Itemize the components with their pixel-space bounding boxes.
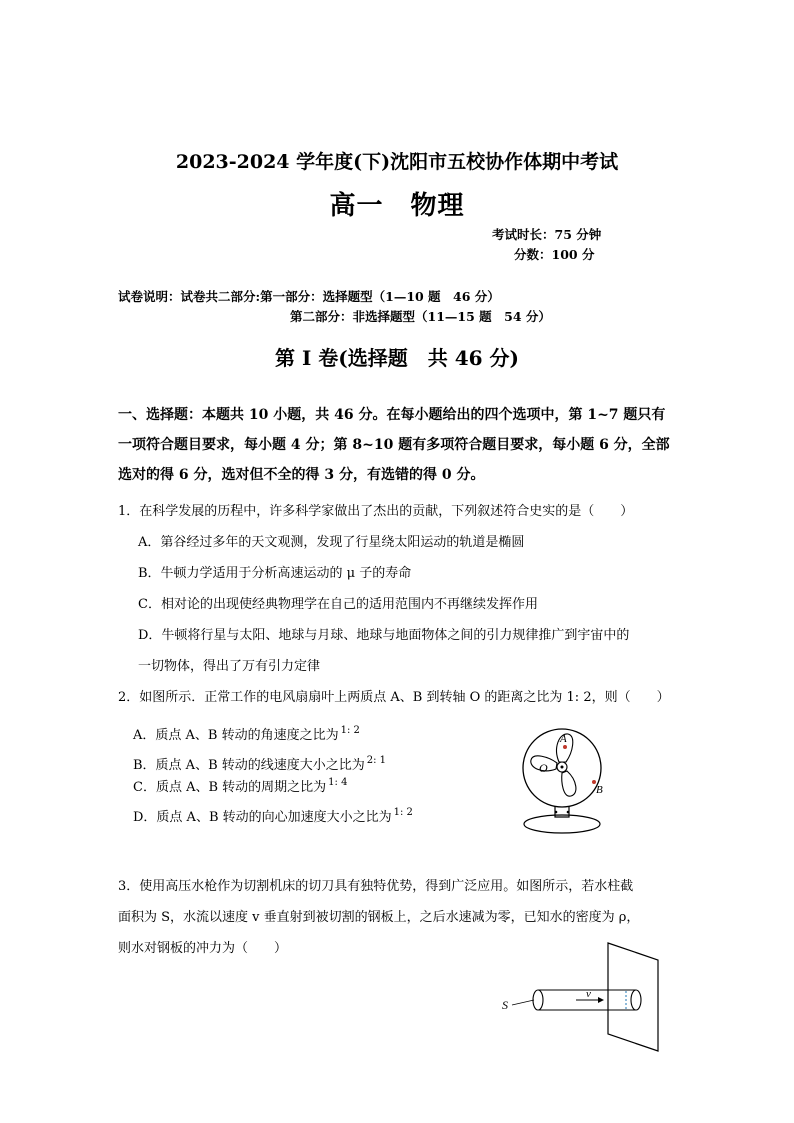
q1-option-c: C．相对论的出现使经典物理学在自己的适用范围内不再继续发挥作用 xyxy=(138,597,538,612)
q2-option-d-ratio: 1: 2 xyxy=(393,807,413,818)
q2-option-c-text: C．质点 A、B 转动的周期之比为 xyxy=(133,780,327,795)
q2-option-c-ratio: 1: 4 xyxy=(328,777,348,788)
exam-duration: 考试时长：75 分钟 xyxy=(492,227,602,242)
fig-label-a: A xyxy=(560,733,567,745)
q3-line-3: 则水对钢板的冲力为（ ） xyxy=(118,941,288,956)
q1-option-d: D．牛顿将行星与太阳、地球与月球、地球与地面物体之间的引力规律推广到宇宙中的 xyxy=(138,628,630,643)
q2-option-a-ratio: 1: 2 xyxy=(340,725,360,736)
q2-option-b-ratio: 2: 1 xyxy=(366,755,387,766)
q2-option-a-text: A．质点 A、B 转动的角速度之比为 xyxy=(133,728,339,743)
fan-base xyxy=(524,815,600,833)
fig-label-v: v xyxy=(586,988,591,1000)
steel-plate xyxy=(608,943,658,1051)
instructions-line-2: 第二部分：非选择题型（11—15 题 54 分） xyxy=(290,309,551,324)
q2-option-d-text: D．质点 A、B 转动的向心加速度大小之比为 xyxy=(133,810,392,825)
fan-figure xyxy=(515,718,610,838)
water-jet-figure xyxy=(498,938,668,1056)
q1-stem: 1．在科学发展的历程中，许多科学家做出了杰出的贡献，下列叙述符合史实的是（ ） xyxy=(118,504,634,519)
fig-label-s: S xyxy=(502,998,508,1012)
point-a-marker xyxy=(563,745,567,749)
section-1-heading: 一、选择题：本题共 10 小题，共 46 分。在每小题给出的四个选项中，第 1~7 题只有一项符合题目要求，每小题 4 分；第 8~10 题有多项符合题目要求，每小题 6 分，全部选对的得 6 分，选对但不全的得 3 分，有选错的得 0 分。 xyxy=(118,407,670,483)
q2-option-c xyxy=(133,776,347,795)
water-column-end xyxy=(631,990,641,1010)
q1-option-d-cont: 一切物体，得出了万有引力定律 xyxy=(138,659,321,674)
q1-option-a: A．第谷经过多年的天文观测，发现了行星绕太阳运动的轨道是椭圆 xyxy=(138,535,525,550)
q3-line-2: 面积为 S，水流以速度 v 垂直射到被切割的钢板上，之后水速减为零，已知水的密度为 ρ， xyxy=(118,910,640,925)
instructions-line-1: 试卷说明：试卷共二部分:第一部分：选择题型（1—10 题 46 分） xyxy=(118,289,500,304)
q2-option-a xyxy=(133,724,360,743)
fan-blade-right xyxy=(562,771,576,796)
exam-title: 2023-2024 学年度(下)沈阳市五校协作体期中考试 xyxy=(175,151,619,173)
q2-option-d xyxy=(133,806,413,825)
q3-line-1: 3．使用高压水枪作为切割机床的切刀具有独特优势，得到广泛应用。如图所示，若水柱截 xyxy=(118,879,634,894)
q2-option-b-text: B．质点 A、B 转动的线速度大小之比为 xyxy=(133,758,365,773)
q1-option-b: B．牛顿力学适用于分析高速运动的 μ 子的寿命 xyxy=(138,566,412,581)
fig-label-o: O xyxy=(539,761,548,775)
part-1-title: 第 I 卷(选择题 共 46 分) xyxy=(275,346,519,370)
exam-score: 分数：100 分 xyxy=(514,247,595,262)
fig-label-b: B xyxy=(596,784,603,796)
subject-title: 高一 物理 xyxy=(329,191,465,221)
q2-option-b xyxy=(133,754,386,773)
q2-stem: 2．如图所示．正常工作的电风扇扇叶上两质点 A、B 到转轴 O 的距离之比为 1: 2，则（ ） xyxy=(118,690,670,705)
